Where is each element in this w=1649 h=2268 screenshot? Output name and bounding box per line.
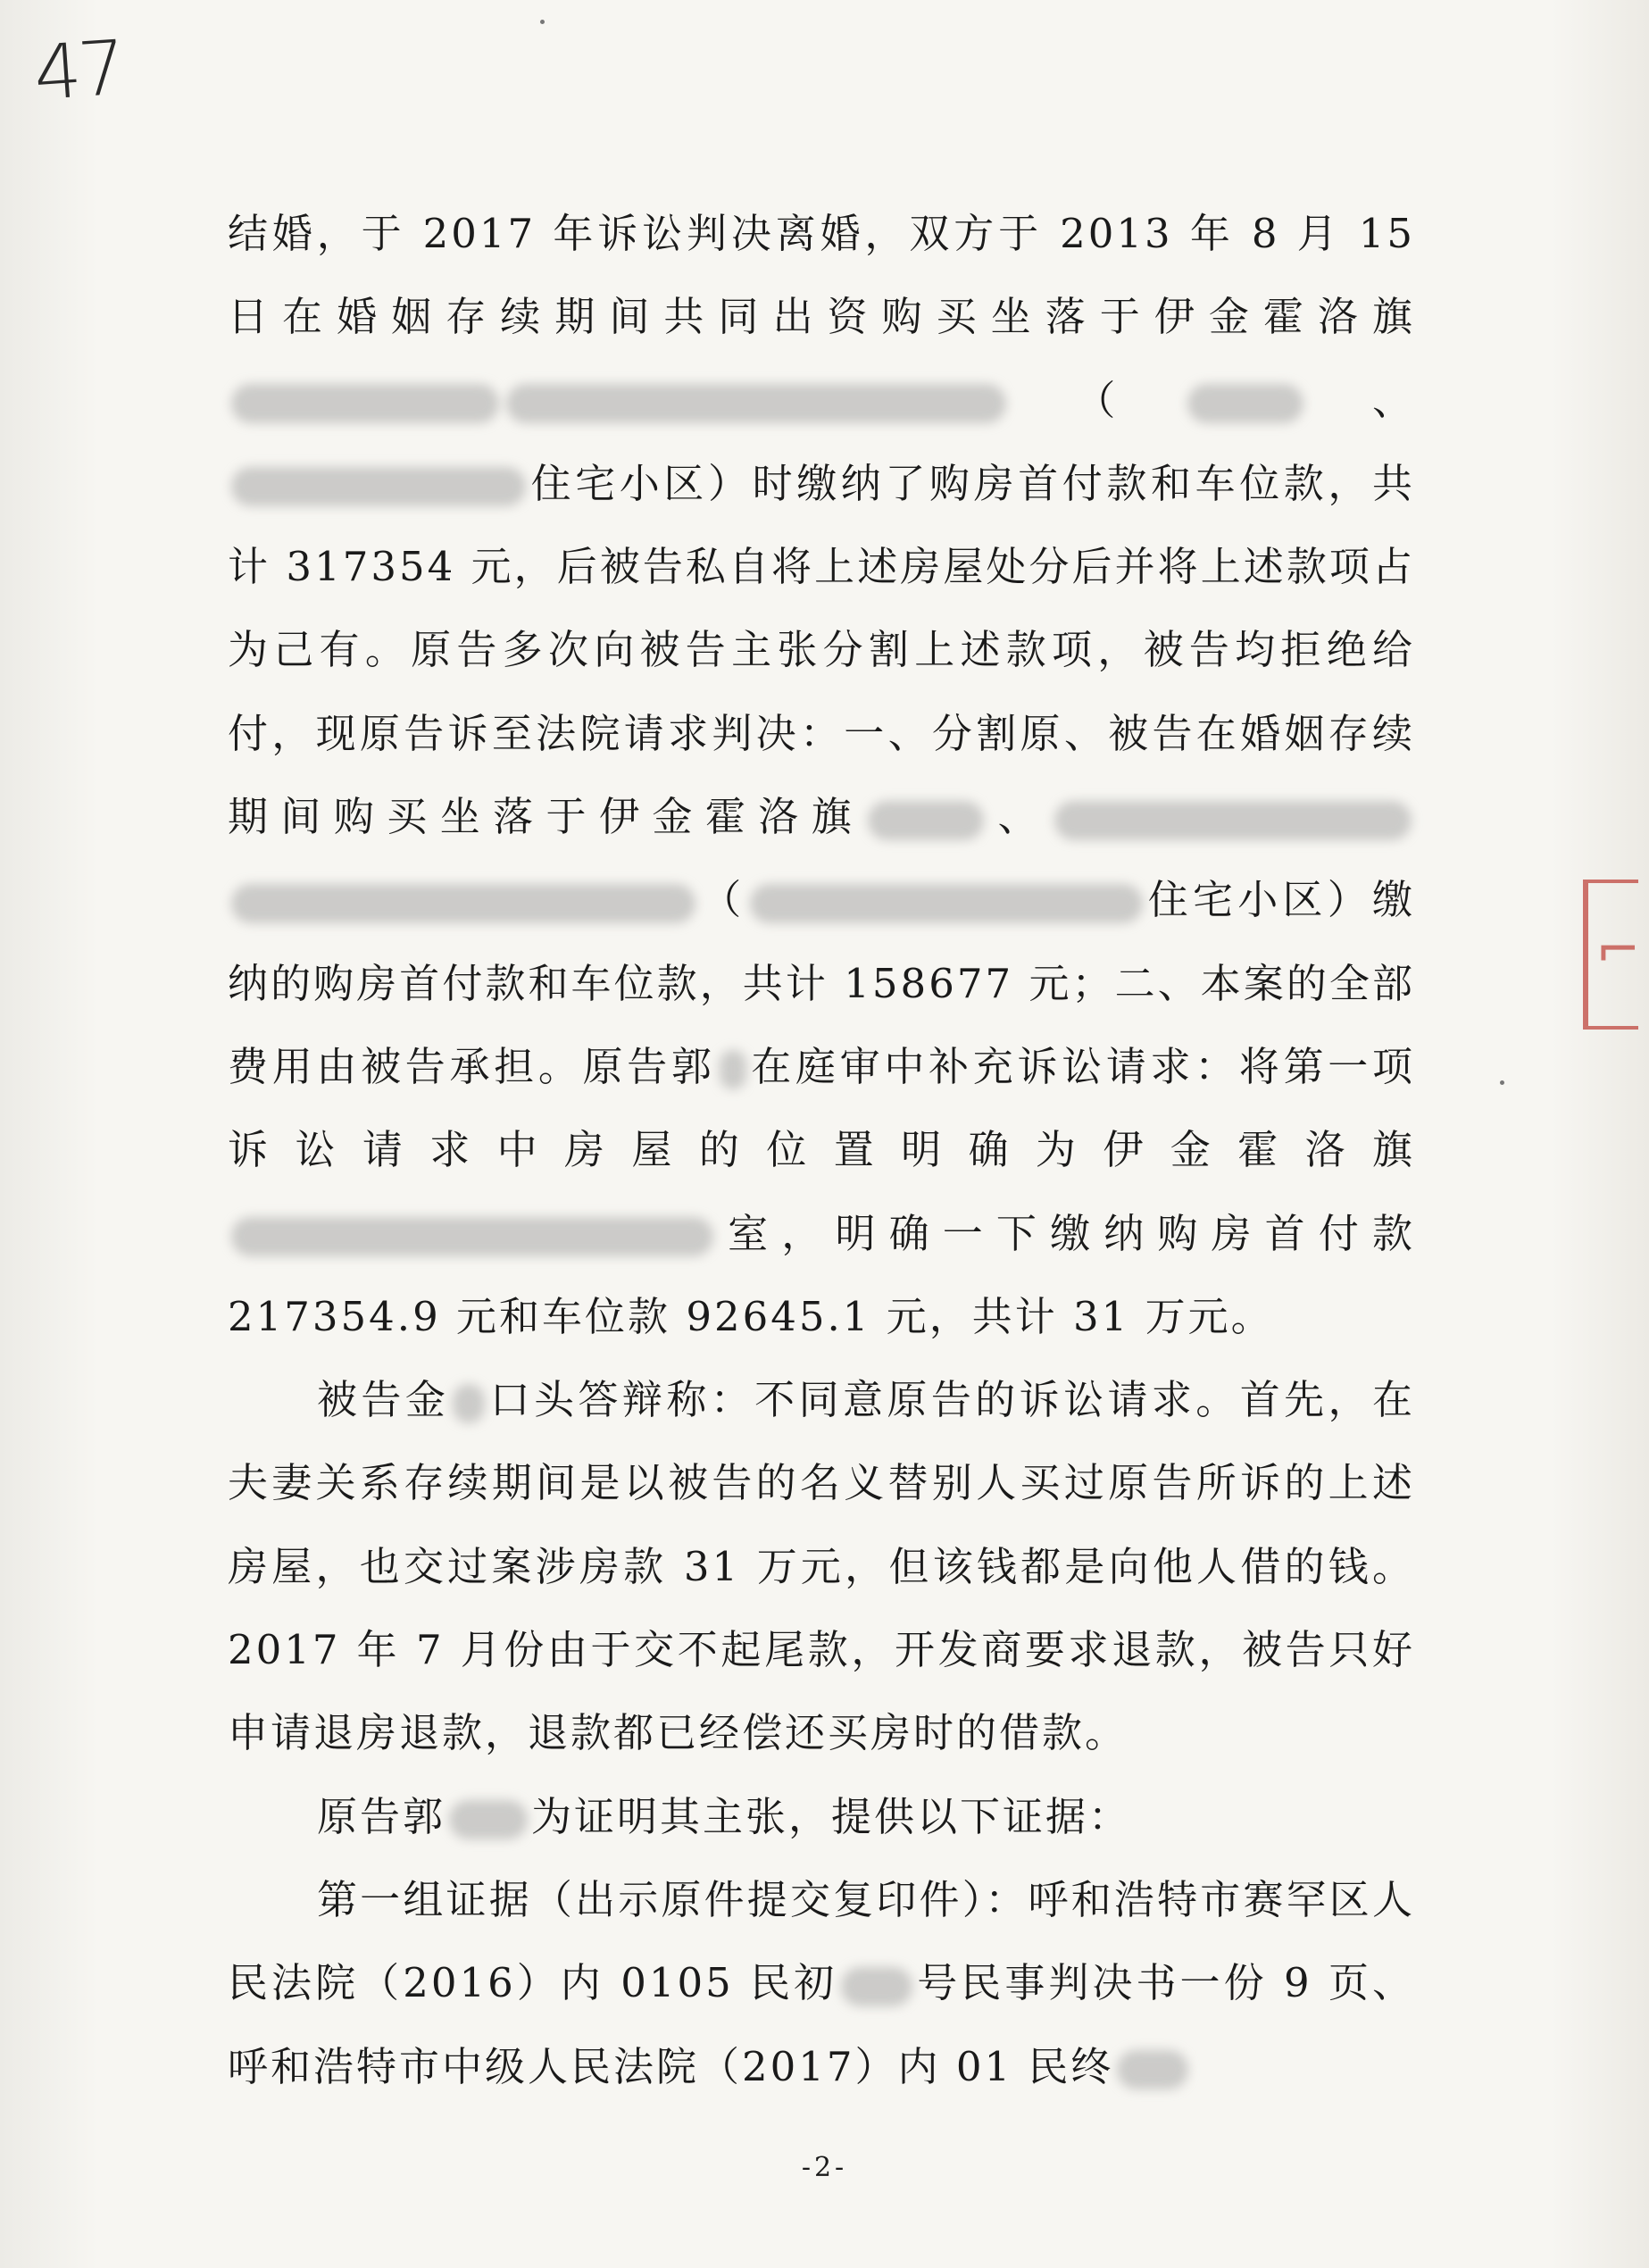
text-segment: 被告金 <box>317 1376 450 1424</box>
judgment-body <box>228 192 1415 2108</box>
redacted-address <box>1187 384 1303 423</box>
footer-page-number: -2- <box>801 2152 848 2183</box>
paragraph-evidence-intro <box>228 1775 1415 1858</box>
text-segment: 住宅小区）缴纳的购房首付款和车位款，共计 158677 元；二、本案的全部费用由被告承担。原告郭 <box>228 876 1415 1090</box>
text-segment: 号民事判决书一份 9 页、呼和浩特市中级人民法院（2017）内 01 民终 <box>228 1959 1415 2090</box>
text-segment: （ <box>699 876 746 924</box>
text-segment: 第一组证据（出示原件提交复印件）：呼和浩特市赛罕区人民法院（2016）内 0105 民初 <box>228 1875 1415 2007</box>
redacted-address <box>231 467 526 506</box>
redacted-case-number <box>1117 2050 1188 2089</box>
scan-speck <box>540 20 545 24</box>
text-segment: 原告郭 <box>317 1792 446 1840</box>
scan-speck <box>1500 1080 1504 1085</box>
paragraph-evidence-group-1 <box>228 1858 1415 2108</box>
redacted-address <box>231 884 695 923</box>
text-segment: 、 <box>1306 376 1415 424</box>
text-segment: 口头答辩称：不同意原告的诉讼请求。首先，在夫妻关系存续期间是以被告的名义替别人买过原告所诉的上述房屋，也交过案涉房款 31 万元，但该钱都是向他人借的钱。2017 年 7 月份由于交不起尾款，开发商要求退款，被告只好申请退房退款，退款都已经偿还买房时的借款。 <box>228 1376 1415 1757</box>
text-segment: 、 <box>987 793 1051 841</box>
seal-stamp-fragment: ⌐ <box>1583 880 1638 1030</box>
text-segment: 住宅小区）时缴纳了购房首付款和车位款，共计 317354 元，后被告私自将上述房屋处分后并将上述款项占为己有。原告多次向被告主张分割上述款项，被告均拒绝给付，现原告诉至法院请求判决：一、分割原、被告在婚姻存续期间购买坐落于伊金霍洛旗 <box>228 459 1415 841</box>
redacted-name <box>449 1800 528 1839</box>
redacted-address <box>750 884 1143 923</box>
redacted-case-number <box>841 1967 912 2006</box>
redacted-address <box>1054 801 1412 840</box>
text-segment: 在庭审中补充诉讼请求：将第一项诉讼请求中房屋的位置明确为伊金霍洛旗 <box>228 1042 1415 1174</box>
text-segment: 为证明其主张，提供以下证据： <box>531 1792 1132 1840</box>
redacted-address <box>231 384 499 423</box>
paragraph-defense <box>228 1358 1415 1774</box>
redacted-name <box>720 1050 746 1089</box>
redacted-address <box>506 384 1006 423</box>
text-segment: 室，明确一下缴纳购房首付款 217354.9 元和车位款 92645.1 元，共计 31 万元。 <box>228 1209 1415 1340</box>
text-segment: （ <box>1010 376 1184 424</box>
text-segment: 结婚，于 2017 年诉讼判决离婚，双方于 2013 年 8 月 15 日在婚姻存续期间共同出资购买坐落于伊金霍洛旗 <box>228 210 1415 341</box>
redacted-name <box>453 1384 485 1423</box>
handwritten-page-number: 47 <box>30 23 126 118</box>
paragraph-claims <box>228 192 1415 1358</box>
redacted-address <box>231 1217 713 1256</box>
redacted-address <box>868 801 984 840</box>
